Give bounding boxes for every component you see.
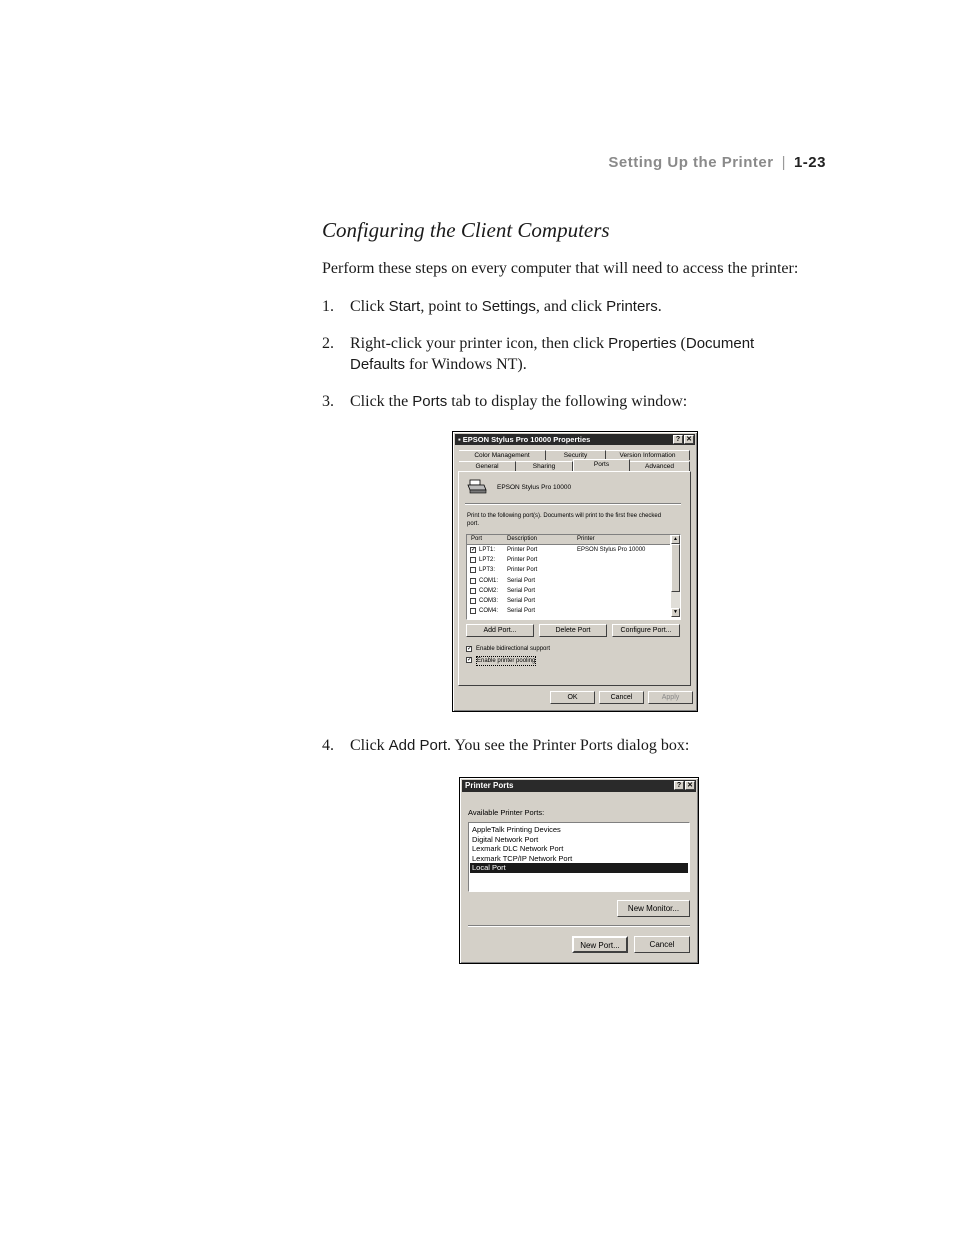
close-button[interactable]: ✕ — [685, 781, 695, 790]
ok-button[interactable]: OK — [550, 691, 595, 704]
properties-dialog — [452, 431, 698, 712]
tab-advanced[interactable]: Advanced — [630, 461, 690, 471]
port-name: COM3: — [479, 598, 499, 604]
port-name: LPT3: — [479, 567, 496, 574]
cancel-button[interactable]: Cancel — [599, 691, 644, 704]
bidirectional-checkbox[interactable]: ✓ — [467, 646, 473, 652]
list-item[interactable]: Lexmark TCP/IP Network Port — [472, 853, 573, 863]
list-item[interactable]: Lexmark DLC Network Port — [472, 844, 564, 854]
ui-term: Settings — [481, 298, 536, 315]
printer-ports-dialog — [459, 777, 699, 964]
port-name: COM1: — [479, 577, 499, 584]
title-bar — [455, 434, 695, 445]
port-name: COM2: — [479, 587, 499, 594]
port-description: Serial Port — [507, 577, 536, 584]
table-row[interactable] — [467, 545, 670, 555]
table-row[interactable] — [467, 596, 670, 606]
port-checkbox[interactable] — [470, 567, 476, 573]
step-3 — [322, 391, 802, 412]
pooling-checkbox[interactable]: ✓ — [467, 657, 473, 663]
list-item[interactable]: Digital Network Port — [472, 834, 539, 844]
intro-paragraph: Perform these steps on every computer that will need to access the printer: — [322, 260, 799, 277]
step-text: Click — [350, 298, 389, 315]
new-port-button[interactable]: New Port... — [572, 936, 628, 953]
port-checkbox[interactable] — [470, 608, 476, 614]
pooling-label: Enable printer pooling — [477, 658, 536, 664]
column-header-port[interactable]: Port — [471, 536, 483, 542]
header-section: Setting Up the Printer — [608, 154, 774, 171]
port-printer: EPSON Stylus Pro 10000 — [577, 547, 646, 553]
column-header-description[interactable]: Description — [507, 536, 538, 542]
step-4 — [322, 735, 802, 756]
port-description: Serial Port — [507, 598, 536, 604]
tab-general[interactable]: General — [459, 461, 516, 471]
dialog-title: EPSON Stylus Pro 10000 Properties — [462, 435, 591, 444]
port-instruction: Print to the following port(s). Documents will print to the first free checked port. — [467, 513, 662, 527]
section-title: Configuring the Client Computers — [322, 218, 610, 242]
printer-small-icon: ▪ — [458, 435, 461, 444]
scroll-thumb[interactable] — [671, 544, 680, 592]
step-number: 2. — [322, 335, 334, 352]
scrollbar[interactable] — [671, 535, 680, 617]
step-text: . You see the Printer Ports dialog box: — [447, 737, 690, 754]
step-text: Click the — [350, 393, 413, 410]
step-text: ( — [676, 335, 686, 352]
table-row[interactable] — [467, 555, 670, 565]
available-ports-list[interactable] — [468, 822, 690, 892]
scroll-down-arrow-icon[interactable]: ▼ — [671, 608, 680, 617]
step-1 — [322, 296, 802, 317]
page-number: 1-23 — [793, 154, 826, 171]
port-description: Serial Port — [507, 608, 536, 615]
running-header — [560, 154, 826, 171]
port-description: Printer Port — [507, 547, 538, 553]
list-item[interactable]: AppleTalk Printing Devices — [472, 825, 561, 834]
port-checkbox[interactable]: ✓ — [471, 547, 477, 553]
printer-icon — [467, 479, 487, 495]
port-checkbox[interactable] — [470, 598, 476, 604]
step-2 — [322, 333, 792, 375]
new-monitor-button[interactable]: New Monitor... — [617, 900, 690, 917]
tab-sharing[interactable]: Sharing — [516, 461, 573, 471]
table-row[interactable] — [467, 576, 670, 586]
port-checkbox[interactable] — [470, 588, 476, 594]
title-bar — [462, 780, 696, 792]
ui-term: Add Port — [388, 737, 448, 754]
step-number: 4. — [322, 737, 334, 754]
configure-port-button[interactable]: Configure Port... — [612, 624, 680, 637]
delete-port-button[interactable]: Delete Port — [539, 624, 607, 637]
help-button[interactable]: ? — [673, 435, 683, 444]
port-name: COM4: — [479, 608, 499, 615]
list-item[interactable]: Local Port — [470, 863, 688, 873]
separator — [465, 503, 681, 505]
port-checkbox[interactable] — [470, 578, 476, 584]
dialog-title: Printer Ports — [465, 781, 514, 790]
ui-term: Printers — [606, 298, 658, 315]
port-name: LPT1: — [479, 547, 496, 553]
tab-security[interactable]: Security — [546, 450, 606, 460]
step-text: for Windows NT). — [405, 356, 527, 373]
step-number: 3. — [322, 393, 334, 410]
port-name: LPT2: — [479, 557, 496, 564]
port-checkbox[interactable] — [470, 557, 476, 563]
list-header — [467, 535, 670, 545]
tab-color-management[interactable]: Color Management — [459, 450, 546, 460]
header-divider: | — [781, 154, 786, 171]
step-text: , point to — [420, 298, 482, 315]
cancel-button[interactable]: Cancel — [634, 936, 690, 953]
bidirectional-label: Enable bidirectional support — [476, 646, 551, 652]
close-button[interactable]: ✕ — [684, 435, 694, 444]
separator — [468, 925, 690, 927]
step-text: tab to display the following window: — [447, 393, 688, 410]
ui-term: Document Defaults — [350, 335, 755, 373]
port-list[interactable] — [466, 534, 681, 620]
step-text: , and click — [535, 298, 607, 315]
table-row[interactable] — [467, 586, 670, 596]
table-row[interactable] — [467, 565, 670, 575]
apply-button[interactable]: Apply — [648, 691, 693, 704]
port-description: Serial Port — [507, 587, 536, 594]
port-description: Printer Port — [507, 557, 538, 564]
ui-term: Ports — [412, 393, 448, 410]
ui-term: Properties — [608, 335, 677, 352]
help-button[interactable]: ? — [674, 781, 684, 790]
available-ports-label: Available Printer Ports: — [468, 808, 545, 817]
column-header-printer[interactable]: Printer — [577, 536, 595, 542]
ui-term: Start — [388, 298, 421, 315]
printer-name: EPSON Stylus Pro 10000 — [497, 484, 572, 491]
table-row[interactable] — [467, 606, 670, 616]
tab-ports[interactable]: Ports — [573, 459, 630, 471]
step-text: Click — [350, 737, 389, 754]
port-description: Printer Port — [507, 567, 538, 574]
step-text: . — [657, 298, 662, 315]
step-text: Right-click your printer icon, then click — [350, 335, 609, 352]
step-number: 1. — [322, 298, 334, 315]
add-port-button[interactable]: Add Port... — [466, 624, 534, 637]
scroll-up-arrow-icon[interactable]: ▲ — [671, 535, 680, 544]
tab-version-information[interactable]: Version Information — [606, 450, 690, 460]
